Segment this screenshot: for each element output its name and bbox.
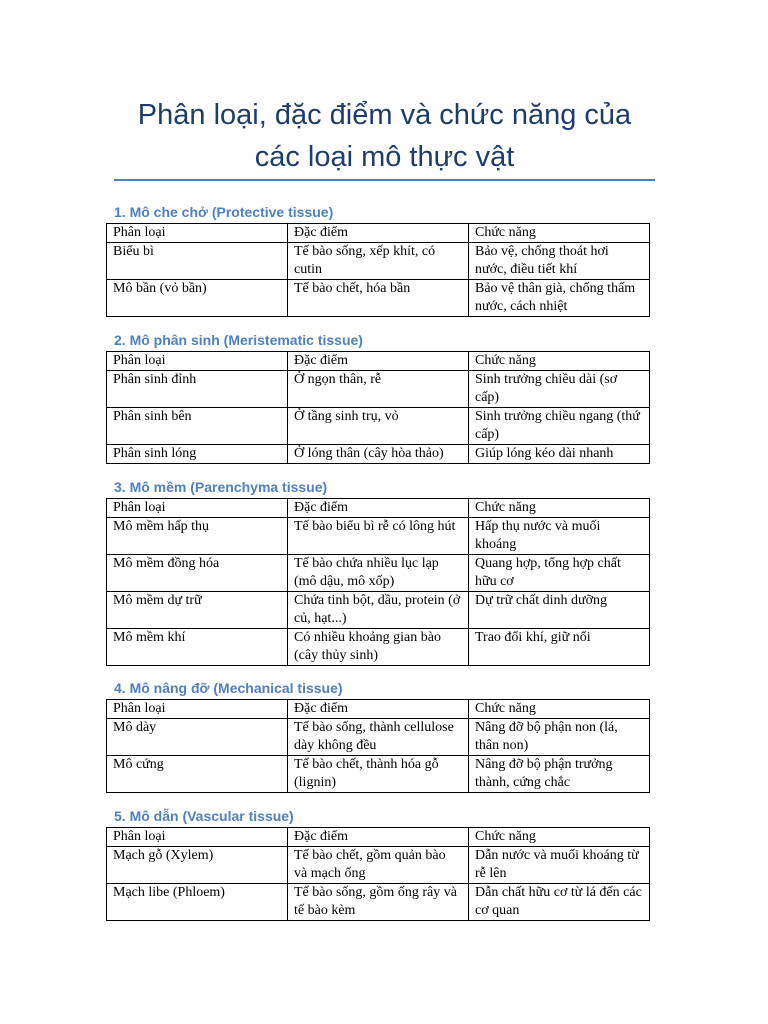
tissue-table [106,827,650,921]
table-cell: Ở lóng thân (cây hòa thảo) [288,445,469,464]
table-cell: Nâng đỡ bộ phận non (lá, thân non) [469,719,650,756]
table-cell: Dẫn nước và muối khoáng từ rễ lên [469,847,650,884]
table-cell: Tế bào sống, xếp khít, có cutin [288,243,469,280]
table-row [107,408,650,445]
section-heading: 3. Mô mềm (Parenchyma tissue) [114,479,328,495]
table-cell: Nâng đỡ bộ phận trưởng thành, cứng chắc [469,756,650,793]
table-header-row [107,352,650,371]
table-row [107,445,650,464]
column-header: Đặc điểm [288,352,469,371]
table-cell: Ở tầng sinh trụ, vỏ [288,408,469,445]
table-row [107,243,650,280]
tissue-table [106,498,650,666]
table-cell: Dự trữ chất dinh dưỡng [469,592,650,629]
column-header: Phân loại [107,828,288,847]
column-header: Chức năng [469,828,650,847]
table-cell: Hấp thụ nước và muối khoáng [469,518,650,555]
section-5 [114,807,650,921]
table-cell: Mô bần (vỏ bần) [107,280,288,317]
section-2 [114,331,650,464]
column-header: Chức năng [469,224,650,243]
table-cell: Giúp lóng kéo dài nhanh [469,445,650,464]
column-header: Phân loại [107,224,288,243]
section-heading: 4. Mô nâng đỡ (Mechanical tissue) [114,680,343,696]
table-row [107,371,650,408]
column-header: Chức năng [469,499,650,518]
table-row [107,756,650,793]
table-cell: Mô cứng [107,756,288,793]
table-cell: Tế bào chứa nhiều lục lạp (mô dậu, mô xốp) [288,555,469,592]
table-cell: Mô mềm dự trữ [107,592,288,629]
column-header: Phân loại [107,499,288,518]
table-row [107,592,650,629]
table-header-row [107,224,650,243]
section-heading: 5. Mô dẫn (Vascular tissue) [114,808,294,824]
table-cell: Trao đổi khí, giữ nổi [469,629,650,666]
table-cell: Phân sinh đỉnh [107,371,288,408]
section-3 [114,478,650,666]
column-header: Phân loại [107,700,288,719]
table-row [107,884,650,921]
table-cell: Tế bào chết, hóa bần [288,280,469,317]
table-cell: Tế bào chết, thành hóa gỗ (lignin) [288,756,469,793]
table-row [107,719,650,756]
section-4 [114,679,650,793]
table-row [107,629,650,666]
table-cell: Tế bào sống, thành cellulose dày không đều [288,719,469,756]
column-header: Chức năng [469,700,650,719]
section-1 [114,203,650,317]
table-header-row [107,499,650,518]
table-cell: Mô dày [107,719,288,756]
table-cell: Biểu bì [107,243,288,280]
column-header: Đặc điểm [288,224,469,243]
table-cell: Tế bào biểu bì rễ có lông hút [288,518,469,555]
table-cell: Dẫn chất hữu cơ từ lá đến các cơ quan [469,884,650,921]
table-cell: Bảo vệ thân già, chống thấm nước, cách nhiệt [469,280,650,317]
table-header-row [107,700,650,719]
table-cell: Bảo vệ, chống thoát hơi nước, điều tiết khí [469,243,650,280]
column-header: Đặc điểm [288,828,469,847]
table-cell: Chứa tinh bột, dầu, protein (ở củ, hạt...) [288,592,469,629]
section-heading: 1. Mô che chở (Protective tissue) [114,204,334,220]
table-row [107,847,650,884]
table-cell: Mô mềm hấp thụ [107,518,288,555]
table-cell: Sinh trưởng chiều dài (sơ cấp) [469,371,650,408]
tissue-table [106,223,650,317]
table-header-row [107,828,650,847]
section-heading: 2. Mô phân sinh (Meristematic tissue) [114,332,363,348]
table-cell: Mạch libe (Phloem) [107,884,288,921]
page-title: Phân loại, đặc điểm và chức năng của các loại mô thực vật [137,99,632,173]
table-cell: Phân sinh lóng [107,445,288,464]
tissue-table [106,699,650,793]
column-header: Đặc điểm [288,700,469,719]
table-cell: Mô mềm khí [107,629,288,666]
tissue-table [106,351,650,464]
table-cell: Quang hợp, tổng hợp chất hữu cơ [469,555,650,592]
table-row [107,280,650,317]
table-cell: Mô mềm đồng hóa [107,555,288,592]
table-cell: Sinh trưởng chiều ngang (thứ cấp) [469,408,650,445]
title-divider [114,179,655,181]
column-header: Phân loại [107,352,288,371]
table-row [107,518,650,555]
table-cell: Tế bào chết, gồm quản bào và mạch ống [288,847,469,884]
column-header: Đặc điểm [288,499,469,518]
table-cell: Phân sinh bên [107,408,288,445]
table-row [107,555,650,592]
table-cell: Mạch gỗ (Xylem) [107,847,288,884]
table-cell: Ở ngọn thân, rễ [288,371,469,408]
column-header: Chức năng [469,352,650,371]
table-cell: Có nhiều khoảng gian bào (cây thủy sinh) [288,629,469,666]
table-cell: Tế bào sống, gồm ống rây và tế bào kèm [288,884,469,921]
